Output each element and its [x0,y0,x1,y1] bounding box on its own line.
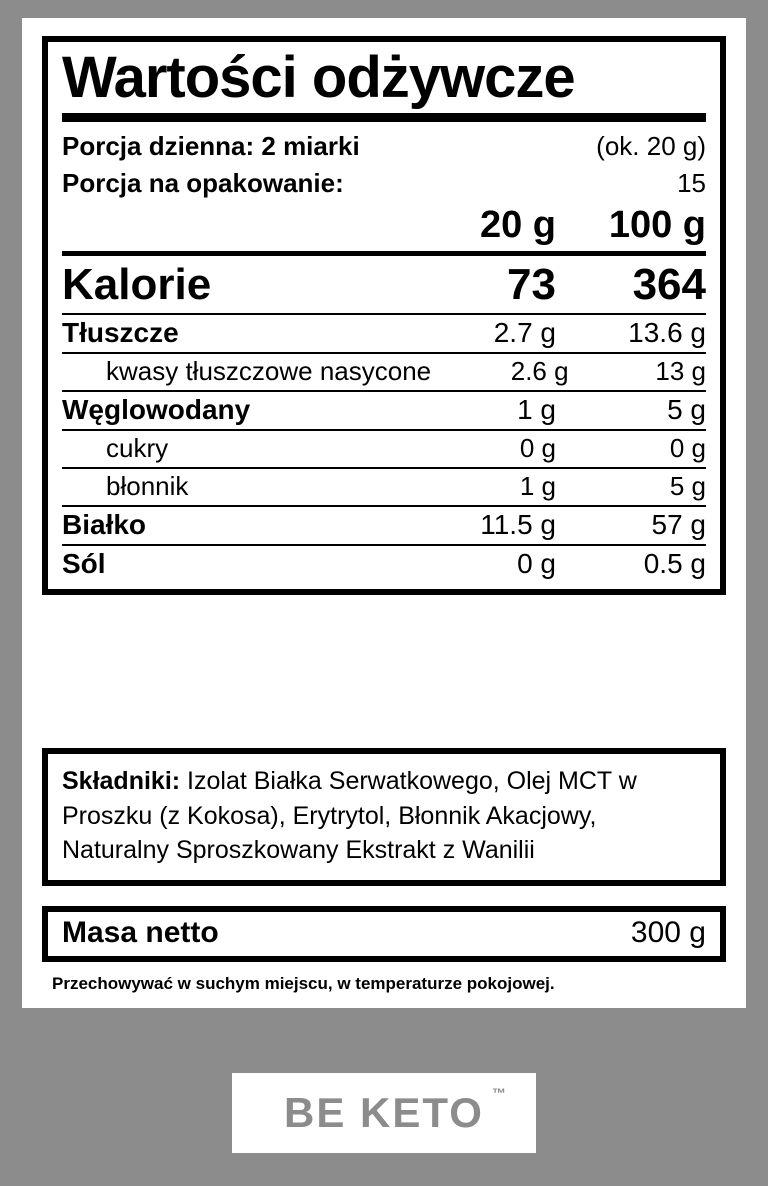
nutrient-value-serving: 2.6 g [510,355,569,386]
table-row [62,315,706,352]
nutrient-value-per100g: 364 [632,259,706,309]
brand-name [284,1085,506,1137]
nutrient-name: Kalorie [62,259,212,309]
column-header-serving: 20 g [479,203,556,246]
brand-logo [232,1073,536,1153]
nutrient-value-per100g: 0 g [669,432,706,463]
servings-per-container-row [62,165,706,202]
nutrition-label-panel [22,18,746,1008]
table-row [62,354,706,390]
nutrient-value-per100g: 57 g [651,508,706,540]
table-row [62,258,706,313]
table-row [62,546,706,583]
nutrient-value-serving: 0 g [517,547,556,579]
ingredients-box [42,748,726,886]
nutrient-value-serving: 73 [507,259,556,309]
trademark-icon: ™ [491,1085,506,1101]
nutrient-name: Tłuszcze [62,316,179,348]
nutrient-name: Węglowodany [62,393,251,425]
serving-size-row [62,128,706,165]
brand-name-text: BE KETO [284,1089,484,1136]
nutrient-value-serving: 0 g [519,432,556,463]
serving-size-label: Porcja dzienna: 2 miarki [62,130,360,161]
nutrient-value-serving: 1 g [517,393,556,425]
table-row [62,392,706,429]
nutrient-name: Białko [62,508,147,540]
nutrient-value-per100g: 5 g [669,470,706,501]
nutrient-name: błonnik [106,470,189,501]
servings-per-container-value: 15 [677,167,706,198]
column-headers-row [62,202,706,247]
page-title: Wartości odżywcze [62,45,575,110]
nutrient-value-per100g: 13 g [655,355,706,386]
nutrient-value-serving: 1 g [519,470,556,501]
ingredients-label: Składniki: [62,767,181,795]
table-row [62,431,706,467]
servings-per-container-label: Porcja na opakowanie: [62,167,344,198]
nutrition-facts-box [42,36,726,595]
nutrient-value-per100g: 13.6 g [628,316,706,348]
net-weight-label: Masa netto [62,916,219,949]
nutrient-name: cukry [106,432,169,463]
columns-divider [62,251,706,256]
nutrient-name: Sól [62,547,106,579]
storage-note: Przechowywać w suchym miejscu, w temperaturze pokojowej. [52,974,555,993]
nutrient-value-per100g: 5 g [667,393,706,425]
net-weight-box [42,906,726,962]
ingredients-text [62,764,706,868]
nutrient-name: kwasy tłuszczowe nasycone [106,355,432,386]
serving-size-amount: (ok. 20 g) [596,130,706,161]
table-row [62,507,706,544]
table-row [62,469,706,505]
ingredients-list: Izolat Białka Serwatkowego, Olej MCT w Proszku (z Kokosa), Erytrytol, Błonnik Akacjowy, Naturalny Sproszkowany Ekstrakt z Wanilii [62,767,637,864]
net-weight-value: 300 g [630,916,706,949]
nutrient-value-per100g: 0.5 g [643,547,706,579]
column-header-per100g: 100 g [608,203,706,246]
nutrient-value-serving: 11.5 g [480,508,556,540]
nutrient-value-serving: 2.7 g [493,316,556,348]
title-divider [62,113,706,122]
